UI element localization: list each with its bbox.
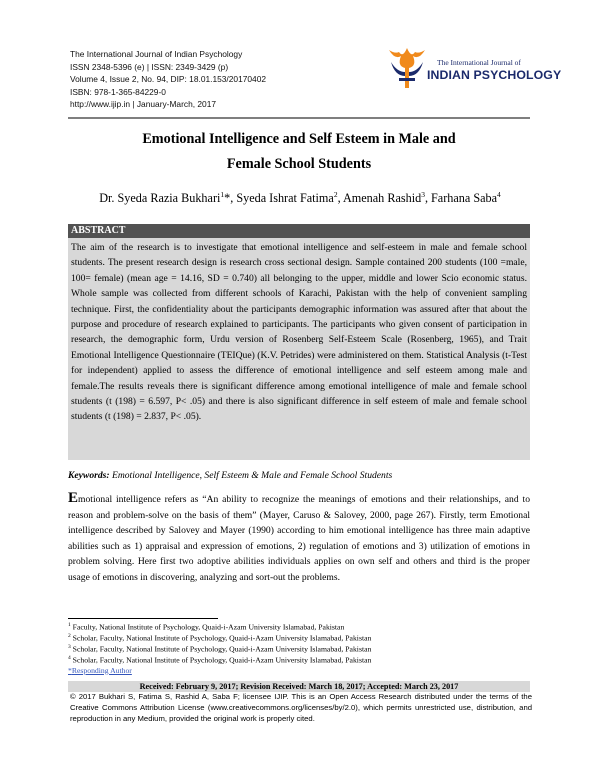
journal-volume: Volume 4, Issue 2, No. 94, DIP: 18.01.153/20170402 [70, 74, 267, 85]
journal-logo [385, 46, 562, 92]
trident-logo-icon [385, 46, 427, 90]
keywords-label: Keywords: [68, 470, 110, 481]
drop-cap: E [68, 490, 79, 506]
author-separator: , [337, 191, 343, 206]
abstract-text: The aim of the research is to investigate that emotional intelligence and self-esteem in male and female school students. The present research design is research cross sectional design. Sample contained 200 students (100 =male, 100= female) (mean age = 14.16, SD = 0.740) all belonging to the upper, middle and lower Scio economic status. Whole sample was collected from different schools of Karachi, Pakistan with the help of convenient sampling technique. First, the confidentiality about the participants demographic information was assured after that about the purpose and procedure of research explained to participants. The participants who given consent of participation in research, the demographic form, Urdu version of Rosenberg Self-Esteem Scale (Rosenberg, 1965), and Trait Emotional Intelligence Questionnaire (TEIQue) (K.V. Petrides) were administered on them. Statistical Analysis (t-Test for independent) applied to assess the difference of emotional intelligence and self esteem among male and female.The results reveals there is significant difference among emotional intelligence of male and female school students (t (198) = 6.597, P< .05) and there is also significant difference in self esteem of male and female school students (t (198) = 2.837, P< .05). [68, 238, 530, 460]
body-paragraph [68, 491, 530, 586]
logo-big-text: INDIAN PSYCHOLOGY [427, 68, 562, 82]
body-paragraph-text: motional intelligence refers as “An ability to recognize the meanings of emotions and their relationships, and to reason and problem-solve on the basis of them” (Mayer, Caruso & Salovey, 2000, page 267). Firstly, term Emotional intelligence described by Salovey and Mayer (1990) according to him emotional intelligence has three main adaptive abilities such as 1) appraisal and expression of emotions, 2) regulation of emotions and 3) utilization of emotions in problem solving. Here first two adoptive abilities individuals applies on own self and others and third is the proper usage of emotions in discovering, analyzing and sort-out the problems. [68, 494, 530, 583]
footnote-text: Scholar, Faculty, National Institute of Psychology, Quaid-i-Azam University Islamabad, Pakistan [70, 633, 372, 643]
journal-meta [70, 48, 266, 111]
author-name: Farhana Saba [431, 191, 498, 206]
paper-title-line-2: Female School Students [226, 156, 372, 172]
author-list [62, 190, 538, 206]
author-name: Syeda Ishrat Fatima [236, 191, 334, 206]
abstract-heading: ABSTRACT [68, 224, 530, 238]
footnote-text: Scholar, Faculty, National Institute of Psychology, Quaid-i-Azam University Islamabad, Pakistan [70, 656, 372, 666]
license-text: © 2017 Bukhari S, Fatima S, Rashid A, Saba F; licensee IJIP. This is an Open Access Research distributed under the terms of the Creative Commons Attribution License (www.creativecommons.org/licenses/by/2.0), which permits unrestricted use, distribution, and reproduction in any Medium, provided the original work is properly cited. [70, 692, 532, 723]
journal-issn: ISSN 2348-5396 (e) | ISSN: 2349-3429 (p) [70, 61, 229, 72]
logo-small-text: The International Journal of [437, 58, 521, 67]
footnote [68, 643, 538, 654]
paper-title-line-1: Emotional Intelligence and Self Esteem in Male and [142, 131, 456, 147]
footnote-number: 3 [68, 644, 71, 651]
footnote [68, 654, 538, 665]
received-dates: Received: February 9, 2017; Revision Received: March 18, 2017; Accepted: March 23, 2017 [68, 681, 530, 692]
footnote [68, 632, 538, 643]
responding-author-mark: * [68, 665, 72, 675]
author-affiliation-mark: 3 [421, 190, 425, 199]
footnote-text: Scholar, Faculty, National Institute of Psychology, Quaid-i-Azam University Islamabad, Pakistan [70, 644, 372, 654]
responding-author-link[interactable]: Responding Author [71, 665, 132, 675]
footnote-number: 2 [68, 633, 71, 640]
author-affiliation-mark: 1 [220, 190, 225, 199]
footnote-text: Faculty, National Institute of Psychology, Quaid-i-Azam University Islamabad, Pakistan [70, 622, 345, 632]
keywords [68, 470, 530, 481]
author-separator: , [424, 191, 432, 206]
author-name: Amenah Rashid [342, 191, 422, 206]
journal-name: The International Journal of Indian Psychology [70, 49, 243, 59]
footnote-number: 4 [68, 655, 71, 662]
footnote [68, 621, 538, 632]
header-divider [68, 117, 530, 119]
journal-isbn: ISBN: 978-1-365-84229-0 [70, 86, 166, 97]
author-affiliation-mark: 2 [333, 190, 338, 199]
author-separator: *, [224, 191, 237, 206]
responding-author-note [68, 666, 538, 676]
footnotes [68, 621, 538, 675]
author-affiliation-mark: 4 [497, 190, 501, 199]
journal-url-date: http://www.ijip.in | January-March, 2017 [70, 99, 217, 110]
author-name: Dr. Syeda Razia Bukhari [99, 191, 221, 206]
keywords-text: Emotional Intelligence, Self Esteem & Male and Female School Students [109, 470, 393, 481]
footnote-divider [68, 618, 218, 619]
footnote-number: 1 [68, 622, 71, 628]
